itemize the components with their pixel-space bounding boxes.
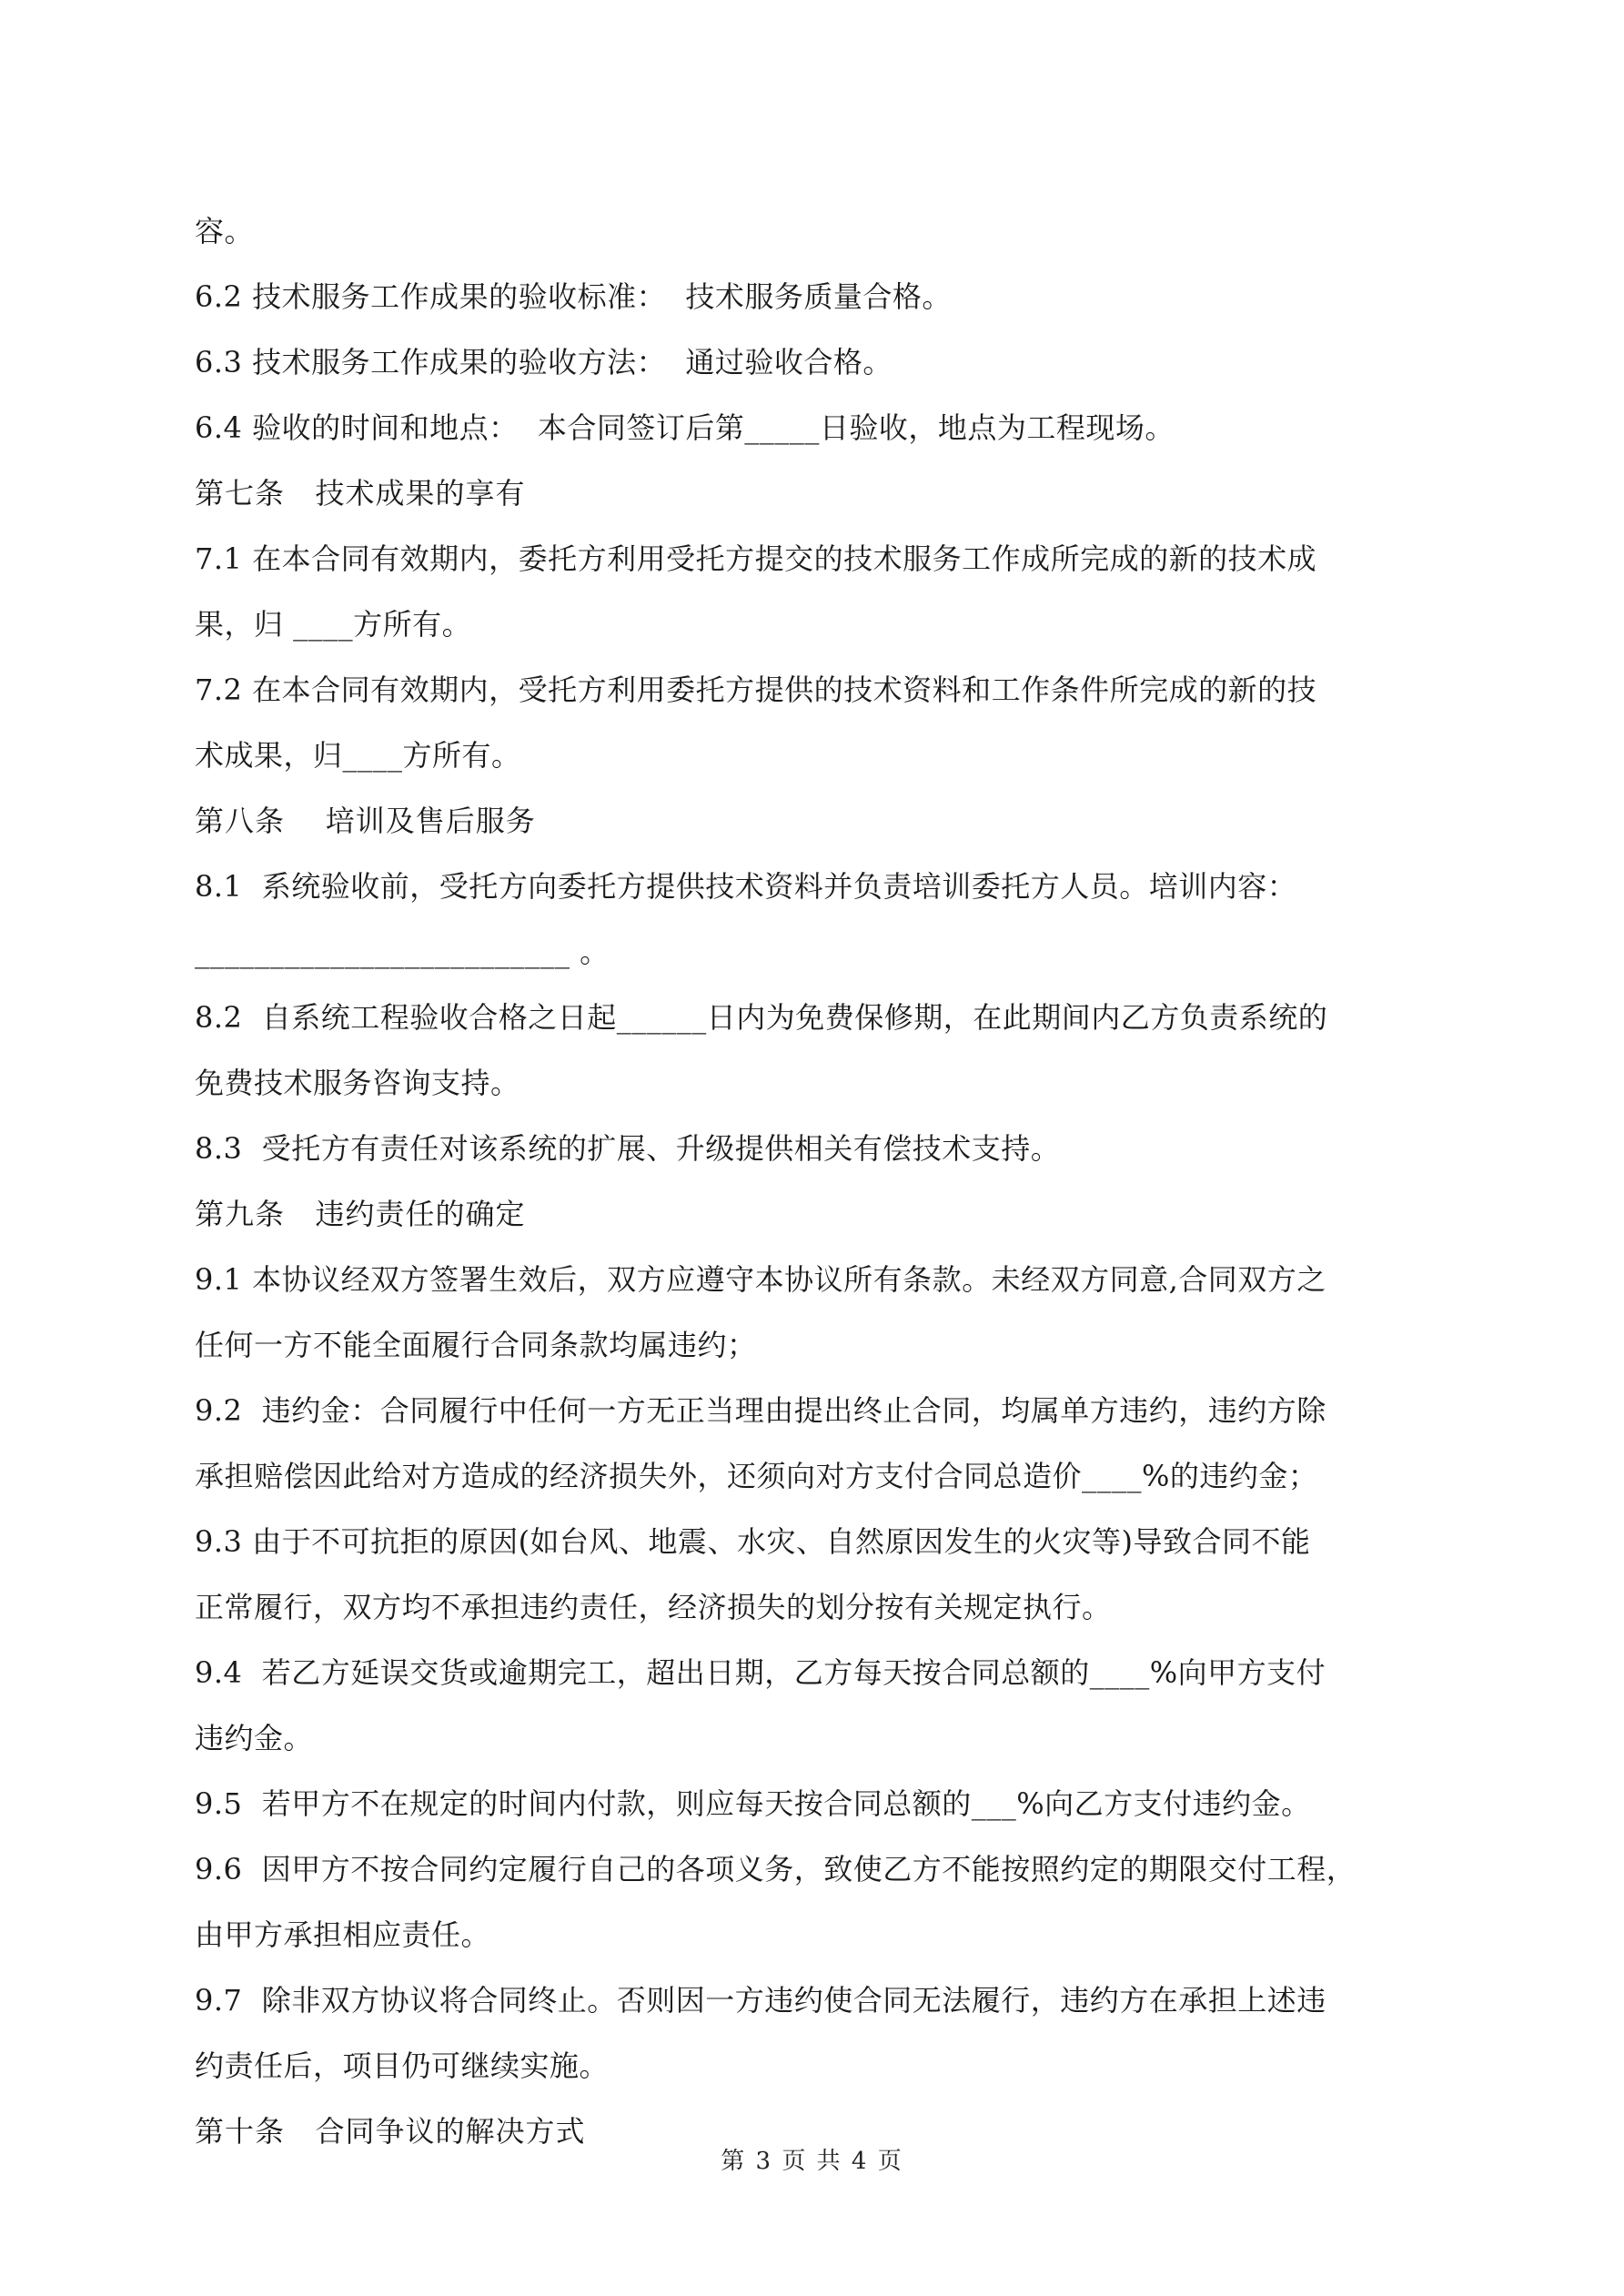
article-9-heading: 第九条 违约责任的确定 bbox=[195, 1197, 526, 1231]
clause-9-6-cont: 由甲方承担相应责任。 bbox=[195, 1917, 491, 1952]
clause-9-2: 9.2 违约金：合同履行中任何一方无正当理由提出终止合同，均属单方违约，违约方除 bbox=[195, 1393, 1326, 1428]
article-10-heading: 第十条 合同争议的解决方式 bbox=[195, 2114, 586, 2149]
clause-8-1: 8.1 系统验收前，受托方向委托方提供技术资料并负责培训委托方人员。培训内容： bbox=[195, 869, 1297, 904]
clause-7-1-cont: 果，归 ____方所有。 bbox=[195, 607, 472, 642]
article-7-heading: 第七条 技术成果的享有 bbox=[195, 476, 526, 511]
document-body bbox=[195, 198, 1450, 2164]
clause-9-3-cont: 正常履行，双方均不承担违约责任，经济损失的划分按有关规定执行。 bbox=[195, 1590, 1112, 1624]
clause-9-6: 9.6 因甲方不按合同约定履行自己的各项义务，致使乙方不能按照约定的期限交付工程， bbox=[195, 1852, 1357, 1886]
clause-9-4-cont: 违约金。 bbox=[195, 1721, 314, 1755]
body-line: 容。 bbox=[195, 214, 255, 248]
clause-8-2-cont: 免费技术服务咨询支持。 bbox=[195, 1066, 520, 1100]
clause-9-3: 9.3 由于不可抗拒的原因(如台风、地震、水灾、自然原因发生的火灾等)导致合同不能 bbox=[195, 1524, 1311, 1559]
clause-9-2-cont: 承担赔偿因此给对方造成的经济损失外，还须向对方支付合同总造价____%的违约金； bbox=[195, 1459, 1318, 1493]
clause-7-2-cont: 术成果，归____方所有。 bbox=[195, 738, 521, 773]
clause-9-1-cont: 任何一方不能全面履行合同条款均属违约； bbox=[195, 1328, 757, 1362]
clause-9-7-cont: 约责任后，项目仍可继续实施。 bbox=[195, 2048, 610, 2083]
clause-9-5: 9.5 若甲方不在规定的时间内付款，则应每天按合同总额的___%向乙方支付违约金。 bbox=[195, 1786, 1311, 1821]
clause-8-1-blank: _________________________ 。 bbox=[195, 935, 610, 969]
clause-6-2: 6.2 技术服务工作成果的验收标准： 技术服务质量合格。 bbox=[195, 279, 952, 314]
clause-8-2: 8.2 自系统工程验收合格之日起______日内为免费保修期，在此期间内乙方负责系统的 bbox=[195, 1000, 1328, 1035]
article-8-heading: 第八条 培训及售后服务 bbox=[195, 804, 536, 838]
clause-9-4: 9.4 若乙方延误交货或逾期完工，超出日期，乙方每天按合同总额的____%向甲方支付 bbox=[195, 1655, 1326, 1690]
clause-8-3: 8.3 受托方有责任对该系统的扩展、升级提供相关有偿技术支持。 bbox=[195, 1131, 1061, 1166]
page-number-footer: 第 3 页 共 4 页 bbox=[721, 2148, 903, 2175]
clause-9-1: 9.1 本协议经双方签署生效后，双方应遵守本协议所有条款。未经双方同意,合同双方之 bbox=[195, 1262, 1326, 1297]
clause-6-3: 6.3 技术服务工作成果的验收方法： 通过验收合格。 bbox=[195, 345, 893, 379]
clause-9-7: 9.7 除非双方协议将合同终止。否则因一方违约使合同无法履行，违约方在承担上述违 bbox=[195, 1983, 1326, 2018]
clause-7-1: 7.1 在本合同有效期内，委托方利用受托方提交的技术服务工作成所完成的新的技术成 bbox=[195, 541, 1317, 576]
clause-6-4: 6.4 验收的时间和地点： 本合同签订后第_____日验收，地点为工程现场。 bbox=[195, 410, 1175, 445]
clause-7-2: 7.2 在本合同有效期内，受托方利用委托方提供的技术资料和工作条件所完成的新的技 bbox=[195, 673, 1317, 707]
